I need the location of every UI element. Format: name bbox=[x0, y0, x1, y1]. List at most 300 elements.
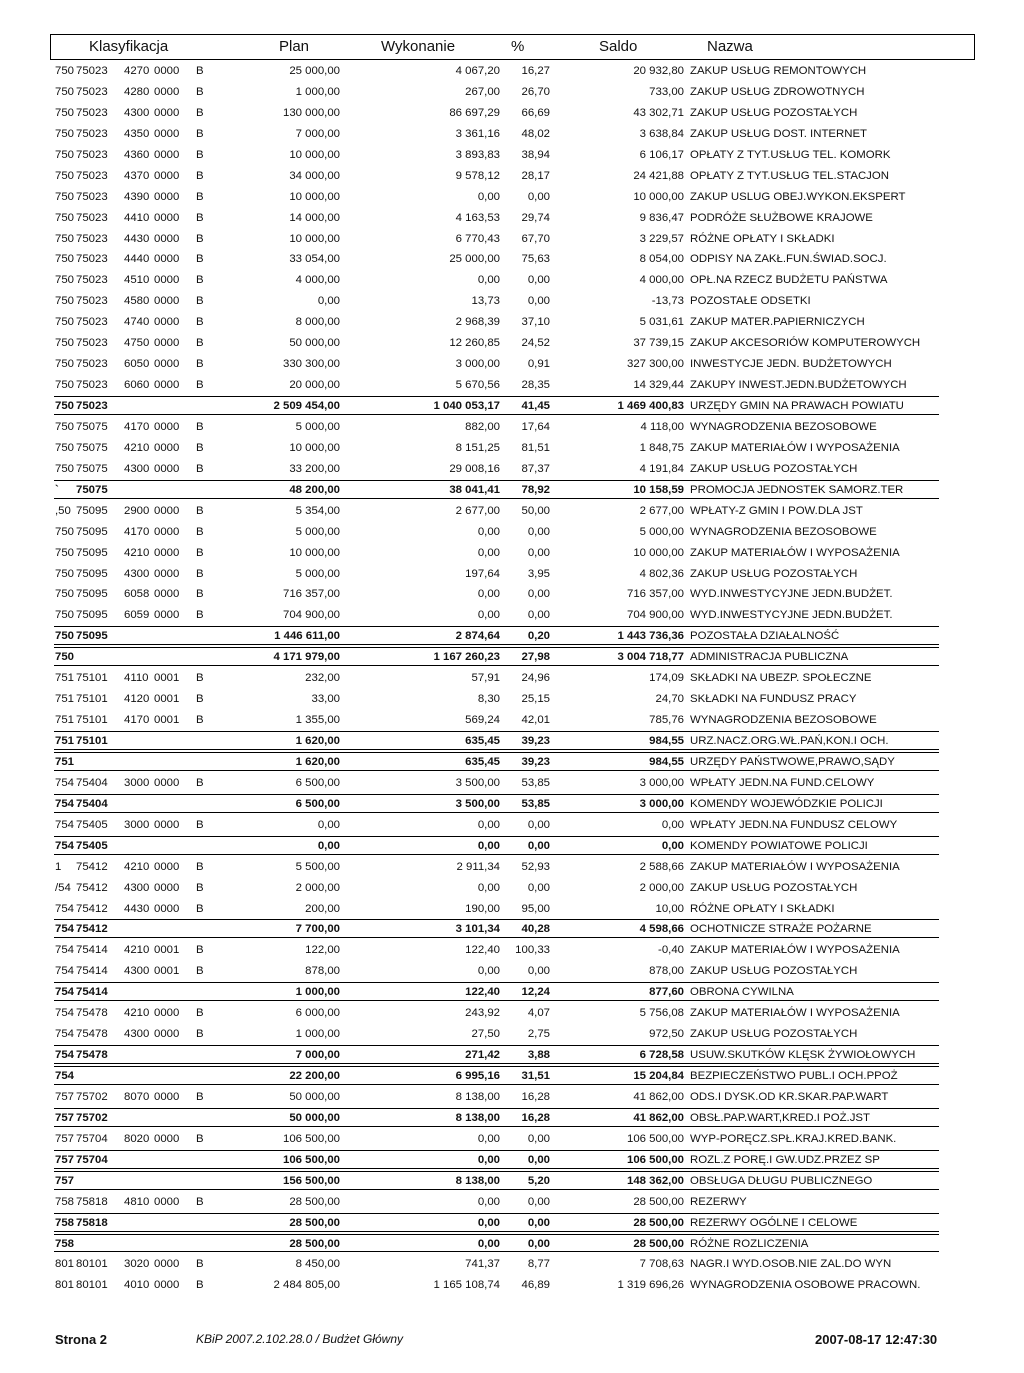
cell-dzial: 750 bbox=[55, 462, 75, 475]
cell-nazwa: OBSŁUGA DŁUGU PUBLICZNEGO bbox=[690, 1174, 873, 1187]
cell-saldo-value: 5 000,00 bbox=[639, 525, 684, 538]
cell-paragraf: 4440 bbox=[124, 253, 150, 266]
cell-saldo-value: 37 739,15 bbox=[633, 337, 684, 350]
cell-nazwa: ZAKUP MATERIAŁÓW I WYPOSAŻENIA bbox=[690, 860, 900, 873]
cell-plan-value: 28 500,00 bbox=[289, 1195, 340, 1208]
cell-source: B bbox=[196, 609, 204, 622]
cell-percent-value: 0,00 bbox=[527, 274, 550, 287]
cell-saldo-value: 972,50 bbox=[649, 1028, 684, 1041]
cell-percent-value: 0,00 bbox=[527, 609, 550, 622]
cell-dzial: 750 bbox=[55, 127, 75, 140]
cell-paragraf: 4300 bbox=[124, 881, 150, 894]
cell-saldo-value: 1 443 736,36 bbox=[617, 630, 684, 643]
cell-wykonanie-value: 27,50 bbox=[471, 1028, 500, 1041]
cell-paragraf-suffix: 0000 bbox=[154, 1195, 180, 1208]
cell-nazwa: POZOSTAŁA DZIAŁALNOŚĆ bbox=[690, 630, 840, 643]
cell-nazwa: WYNAGRODZENIA BEZOSOBOWE bbox=[690, 525, 877, 538]
cell-paragraf: 4370 bbox=[124, 169, 150, 182]
cell-saldo-value: 10 000,00 bbox=[633, 546, 684, 559]
cell-plan-value: 156 500,00 bbox=[282, 1174, 340, 1187]
table-row-total bbox=[0, 479, 1024, 500]
cell-percent-value: 16,28 bbox=[521, 1111, 550, 1124]
cell-wykonanie-value: 12 260,85 bbox=[449, 337, 500, 350]
cell-paragraf-suffix: 0000 bbox=[154, 316, 180, 329]
cell-saldo-value: 1 469 400,83 bbox=[617, 400, 684, 412]
table-row bbox=[0, 102, 1024, 123]
cell-dzial: 750 bbox=[55, 253, 75, 266]
cell-rozdzial: 75023 bbox=[76, 190, 108, 203]
cell-saldo-value: 3 638,84 bbox=[639, 127, 684, 140]
cell-source: B bbox=[196, 902, 204, 915]
cell-saldo-value: 4 000,00 bbox=[639, 274, 684, 287]
table-row bbox=[0, 437, 1024, 458]
cell-rozdzial: 75095 bbox=[76, 609, 108, 622]
cell-percent-value: 52,93 bbox=[521, 860, 550, 873]
cell-saldo-value: 0,00 bbox=[661, 839, 684, 852]
cell-saldo-value: 8 054,00 bbox=[639, 253, 684, 266]
cell-saldo-value: 106 500,00 bbox=[626, 1153, 684, 1166]
cell-wykonanie-value: 2 911,34 bbox=[456, 860, 500, 873]
cell-percent-value: 0,20 bbox=[527, 630, 550, 643]
cell-source: B bbox=[196, 148, 204, 161]
cell-paragraf: 4270 bbox=[124, 65, 150, 77]
cell-rozdzial: 75095 bbox=[76, 546, 108, 559]
cell-dzial: 750 bbox=[55, 316, 75, 329]
table-row bbox=[0, 898, 1024, 919]
cell-percent-value: 0,00 bbox=[527, 1237, 550, 1250]
table-row-total bbox=[0, 918, 1024, 939]
cell-paragraf: 4170 bbox=[124, 525, 150, 538]
cell-wykonanie-value: 197,64 bbox=[465, 567, 500, 580]
cell-saldo-value: 5 031,61 bbox=[639, 316, 684, 329]
cell-paragraf: 8020 bbox=[124, 1132, 150, 1145]
table-row bbox=[0, 290, 1024, 311]
cell-nazwa: ZAKUP MATERIAŁÓW I WYPOSAŻENIA bbox=[690, 546, 900, 559]
cell-paragraf-suffix: 0001 bbox=[154, 672, 180, 685]
cell-percent-value: 38,94 bbox=[521, 148, 550, 161]
cell-percent-value: 3,88 bbox=[527, 1049, 550, 1062]
cell-rozdzial: 75818 bbox=[76, 1195, 108, 1208]
cell-saldo-value: 984,55 bbox=[649, 755, 684, 768]
table-row bbox=[0, 353, 1024, 374]
cell-rozdzial: 75023 bbox=[76, 232, 108, 245]
cell-nazwa: RÓŻNE OPŁATY I SKŁADKI bbox=[690, 232, 835, 245]
cell-source: B bbox=[196, 776, 204, 789]
cell-rozdzial: 75023 bbox=[76, 358, 108, 371]
cell-nazwa: ZAKUP MATER.PAPIERNICZYCH bbox=[690, 316, 865, 329]
cell-saldo-value: 3 000,00 bbox=[639, 797, 684, 810]
cell-source: B bbox=[196, 1279, 204, 1292]
cell-nazwa: ZAKUP USLUG OBEJ.WYKON.EKSPERT bbox=[690, 190, 906, 203]
cell-dzial: 750 bbox=[55, 400, 75, 412]
cell-plan-value: 7 700,00 bbox=[295, 923, 340, 936]
table-row bbox=[0, 269, 1024, 290]
cell-nazwa: KOMENDY WOJEWÓDZKIE POLICJI bbox=[690, 797, 883, 810]
cell-rozdzial: 75023 bbox=[76, 379, 108, 392]
cell-nazwa: USUW.SKUTKÓW KLĘSK ŻYWIOŁOWYCH bbox=[690, 1049, 916, 1062]
table-row bbox=[0, 1086, 1024, 1107]
cell-rozdzial: 75405 bbox=[76, 839, 108, 852]
footer-system-info: KBiP 2007.2.102.28.0 / Budżet Główny bbox=[196, 1332, 404, 1346]
cell-nazwa: ZAKUP MATERIAŁÓW I WYPOSAŻENIA bbox=[690, 1007, 900, 1020]
cell-paragraf: 4300 bbox=[124, 1028, 150, 1041]
cell-rozdzial: 80101 bbox=[76, 1279, 108, 1292]
cell-paragraf: 4010 bbox=[124, 1279, 150, 1292]
cell-dzial: 757 bbox=[55, 1153, 75, 1166]
cell-dzial: 750 bbox=[55, 169, 75, 182]
cell-paragraf-suffix: 0000 bbox=[154, 881, 180, 894]
cell-dzial: 750 bbox=[55, 148, 75, 161]
cell-plan-value: 5 000,00 bbox=[295, 420, 340, 433]
cell-percent-value: 37,10 bbox=[521, 316, 550, 329]
cell-wykonanie-value: 4 163,53 bbox=[455, 211, 500, 224]
cell-plan-value: 10 000,00 bbox=[289, 190, 340, 203]
cell-paragraf: 4350 bbox=[124, 127, 150, 140]
cell-plan-value: 22 200,00 bbox=[289, 1070, 340, 1082]
cell-paragraf: 4410 bbox=[124, 211, 150, 224]
cell-percent-value: 0,91 bbox=[527, 358, 550, 371]
cell-wykonanie-value: 0,00 bbox=[477, 965, 500, 978]
cell-source: B bbox=[196, 1195, 204, 1208]
cell-wykonanie-value: 9 578,12 bbox=[455, 169, 500, 182]
cell-paragraf-suffix: 0000 bbox=[154, 211, 180, 224]
cell-percent-value: 0,00 bbox=[527, 965, 550, 978]
cell-dzial: 754 bbox=[55, 839, 75, 852]
cell-dzial: 750 bbox=[55, 379, 75, 392]
table-row bbox=[0, 228, 1024, 249]
cell-dzial: 754 bbox=[55, 797, 75, 810]
cell-paragraf: 3000 bbox=[124, 818, 150, 831]
cell-saldo-value: 10 000,00 bbox=[633, 190, 684, 203]
cell-percent-value: 42,01 bbox=[521, 714, 550, 727]
cell-source: B bbox=[196, 714, 204, 727]
cell-percent-value: 0,00 bbox=[527, 190, 550, 203]
cell-paragraf: 2900 bbox=[124, 504, 150, 517]
cell-nazwa: INWESTYCJE JEDN. BUDŻETOWYCH bbox=[690, 358, 892, 371]
cell-percent-value: 0,00 bbox=[527, 818, 550, 831]
cell-source: B bbox=[196, 358, 204, 371]
cell-plan-value: 33 200,00 bbox=[289, 462, 340, 475]
cell-nazwa: ZAKUP USŁUG POZOSTAŁYCH bbox=[690, 567, 858, 580]
cell-dzial: 751 bbox=[55, 755, 75, 768]
cell-nazwa: WPŁATY-Z GMIN I POW.DLA JST bbox=[690, 504, 863, 517]
cell-plan-value: 0,00 bbox=[317, 839, 340, 852]
cell-paragraf-suffix: 0001 bbox=[154, 965, 180, 978]
cell-nazwa: WYNAGRODZENIA BEZOSOBOWE bbox=[690, 714, 877, 727]
cell-percent-value: 53,85 bbox=[521, 776, 550, 789]
cell-nazwa: ZAKUP USŁUG POZOSTAŁYCH bbox=[690, 965, 858, 978]
cell-nazwa: PODRÓŻE SŁUŻBOWE KRAJOWE bbox=[690, 211, 873, 224]
cell-wykonanie-value: 2 677,00 bbox=[455, 504, 500, 517]
cell-plan-value: 2 509 454,00 bbox=[273, 400, 340, 412]
cell-paragraf-suffix: 0000 bbox=[154, 902, 180, 915]
cell-saldo-value: 24,70 bbox=[655, 693, 684, 706]
cell-wykonanie-value: 3 000,00 bbox=[455, 358, 500, 371]
cell-saldo-value: 704 900,00 bbox=[626, 609, 684, 622]
table-row bbox=[0, 709, 1024, 730]
cell-nazwa: WPŁATY JEDN.NA FUND.CELOWY bbox=[690, 776, 875, 789]
cell-source: B bbox=[196, 441, 204, 454]
cell-paragraf-suffix: 0000 bbox=[154, 106, 180, 119]
cell-saldo-value: 41 862,00 bbox=[633, 1111, 684, 1124]
cell-rozdzial: 75702 bbox=[76, 1111, 108, 1124]
cell-plan-value: 5 354,00 bbox=[295, 504, 340, 517]
cell-percent-value: 81,51 bbox=[521, 441, 550, 454]
cell-nazwa: ZAKUP AKCESORIÓW KOMPUTEROWYCH bbox=[690, 337, 921, 350]
cell-paragraf: 4430 bbox=[124, 902, 150, 915]
cell-wykonanie-value: 0,00 bbox=[477, 881, 500, 894]
cell-rozdzial: 75478 bbox=[76, 1007, 108, 1020]
cell-rozdzial: 75412 bbox=[76, 881, 108, 894]
cell-paragraf: 3000 bbox=[124, 776, 150, 789]
cell-saldo-value: 174,09 bbox=[649, 672, 684, 685]
cell-percent-value: 75,63 bbox=[521, 253, 550, 266]
cell-dzial: 758 bbox=[55, 1216, 75, 1229]
cell-nazwa: WPŁATY JEDN.NA FUNDUSZ CELOWY bbox=[690, 818, 898, 831]
cell-paragraf-suffix: 0000 bbox=[154, 818, 180, 831]
table-row-total bbox=[0, 981, 1024, 1002]
table-row-total bbox=[0, 1212, 1024, 1233]
cell-wykonanie-value: 0,00 bbox=[477, 1132, 500, 1145]
table-row bbox=[0, 416, 1024, 437]
cell-wykonanie-value: 0,00 bbox=[477, 839, 500, 852]
cell-percent-value: 0,00 bbox=[527, 1195, 550, 1208]
cell-paragraf: 4170 bbox=[124, 714, 150, 727]
cell-dzial: 757 bbox=[55, 1090, 75, 1103]
cell-dzial: 757 bbox=[55, 1174, 75, 1187]
cell-nazwa: ZAKUP USŁUG REMONTOWYCH bbox=[690, 65, 867, 77]
cell-rozdzial: 75414 bbox=[76, 965, 108, 978]
cell-dzial: 751 bbox=[55, 714, 75, 727]
cell-paragraf: 4810 bbox=[124, 1195, 150, 1208]
cell-plan-value: 878,00 bbox=[305, 965, 340, 978]
cell-dzial: 801 bbox=[55, 1279, 75, 1292]
cell-paragraf-suffix: 0000 bbox=[154, 169, 180, 182]
cell-dzial: 801 bbox=[55, 1258, 75, 1271]
table-row bbox=[0, 542, 1024, 563]
cell-nazwa: WYNAGRODZENIA BEZOSOBOWE bbox=[690, 420, 877, 433]
cell-wykonanie-value: 3 101,34 bbox=[455, 923, 500, 936]
cell-dzial: /54 bbox=[55, 881, 71, 894]
cell-dzial: 758 bbox=[55, 1237, 75, 1250]
cell-nazwa: ZAKUP USŁUG POZOSTAŁYCH bbox=[690, 1028, 858, 1041]
cell-wykonanie-value: 1 165 108,74 bbox=[433, 1279, 500, 1292]
cell-plan-value: 6 000,00 bbox=[295, 1007, 340, 1020]
cell-plan-value: 25 000,00 bbox=[289, 65, 340, 77]
cell-rozdzial: 75095 bbox=[76, 567, 108, 580]
cell-paragraf-suffix: 0000 bbox=[154, 253, 180, 266]
cell-plan-value: 33,00 bbox=[311, 693, 340, 706]
cell-source: B bbox=[196, 567, 204, 580]
cell-saldo-value: -13,73 bbox=[651, 295, 684, 308]
cell-dzial: 750 bbox=[55, 588, 75, 601]
cell-wykonanie-value: 0,00 bbox=[477, 1216, 500, 1229]
table-header bbox=[50, 34, 975, 60]
cell-wykonanie-value: 8 138,00 bbox=[455, 1090, 500, 1103]
cell-plan-value: 5 500,00 bbox=[295, 860, 340, 873]
cell-percent-value: 3,95 bbox=[527, 567, 550, 580]
cell-percent-value: 39,23 bbox=[521, 735, 550, 747]
cell-rozdzial: 75023 bbox=[76, 106, 108, 119]
cell-rozdzial: 75075 bbox=[76, 420, 108, 433]
cell-wykonanie-value: 741,37 bbox=[465, 1258, 500, 1271]
cell-rozdzial: 75075 bbox=[76, 462, 108, 475]
cell-rozdzial: 75023 bbox=[76, 316, 108, 329]
table-row-total bbox=[0, 1044, 1024, 1065]
cell-percent-value: 40,28 bbox=[521, 923, 550, 936]
cell-wykonanie-value: 0,00 bbox=[477, 546, 500, 559]
cell-wykonanie-value: 635,45 bbox=[465, 735, 500, 747]
cell-saldo-value: 14 329,44 bbox=[633, 379, 684, 392]
cell-paragraf-suffix: 0000 bbox=[154, 232, 180, 245]
cell-rozdzial: 75101 bbox=[76, 693, 108, 706]
cell-saldo-value: 148 362,00 bbox=[626, 1174, 684, 1187]
cell-percent-value: 50,00 bbox=[521, 504, 550, 517]
table-row bbox=[0, 207, 1024, 228]
cell-plan-value: 330 300,00 bbox=[282, 358, 340, 371]
cell-paragraf-suffix: 0000 bbox=[154, 379, 180, 392]
cell-rozdzial: 75818 bbox=[76, 1216, 108, 1229]
cell-saldo-value: 41 862,00 bbox=[633, 1090, 684, 1103]
cell-saldo-value: 878,00 bbox=[649, 965, 684, 978]
cell-saldo-value: 984,55 bbox=[649, 735, 684, 747]
cell-wykonanie-value: 2 968,39 bbox=[455, 316, 500, 329]
cell-paragraf: 4390 bbox=[124, 190, 150, 203]
cell-plan-value: 106 500,00 bbox=[282, 1153, 340, 1166]
cell-dzial: 750 bbox=[55, 525, 75, 538]
table-row bbox=[0, 1274, 1024, 1295]
cell-percent-value: 28,17 bbox=[521, 169, 550, 182]
table-row bbox=[0, 667, 1024, 688]
cell-plan-value: 106 500,00 bbox=[282, 1132, 340, 1145]
cell-wykonanie-value: 3 361,16 bbox=[455, 127, 500, 140]
cell-plan-value: 2 484 805,00 bbox=[273, 1279, 340, 1292]
cell-plan-value: 1 355,00 bbox=[295, 714, 340, 727]
cell-source: B bbox=[196, 1090, 204, 1103]
cell-nazwa: POZOSTAŁE ODSETKI bbox=[690, 295, 811, 308]
cell-saldo-value: 2 677,00 bbox=[639, 504, 684, 517]
cell-saldo-value: 10,00 bbox=[655, 902, 684, 915]
cell-wykonanie-value: 267,00 bbox=[465, 85, 500, 98]
cell-dzial: 751 bbox=[55, 735, 75, 747]
cell-nazwa: REZERWY bbox=[690, 1195, 747, 1208]
cell-nazwa: OPŁATY Z TYT.USŁUG TEL.STACJON bbox=[690, 169, 889, 182]
cell-saldo-value: 327 300,00 bbox=[626, 358, 684, 371]
cell-percent-value: 48,02 bbox=[521, 127, 550, 140]
cell-paragraf-suffix: 0000 bbox=[154, 127, 180, 140]
cell-paragraf-suffix: 0000 bbox=[154, 441, 180, 454]
cell-rozdzial: 75404 bbox=[76, 797, 108, 810]
cell-paragraf: 3020 bbox=[124, 1258, 150, 1271]
cell-paragraf: 6060 bbox=[124, 379, 150, 392]
cell-paragraf-suffix: 0000 bbox=[154, 1090, 180, 1103]
table-row bbox=[0, 1128, 1024, 1149]
cell-dzial: 750 bbox=[55, 651, 75, 664]
table-row-total bbox=[0, 1170, 1024, 1191]
cell-nazwa: ZAKUP USŁUG DOST. INTERNET bbox=[690, 127, 868, 140]
cell-dzial: 751 bbox=[55, 672, 75, 685]
cell-paragraf-suffix: 0000 bbox=[154, 65, 180, 77]
cell-dzial: 750 bbox=[55, 85, 75, 98]
cell-rozdzial: 75412 bbox=[76, 902, 108, 915]
cell-dzial: 750 bbox=[55, 295, 75, 308]
cell-rozdzial: 75478 bbox=[76, 1028, 108, 1041]
cell-wykonanie-value: 8,30 bbox=[477, 693, 500, 706]
cell-nazwa: NAGR.I WYD.OSOB.NIE ZAL.DO WYN bbox=[690, 1258, 892, 1271]
cell-paragraf-suffix: 0001 bbox=[154, 693, 180, 706]
cell-source: B bbox=[196, 232, 204, 245]
cell-wykonanie-value: 271,42 bbox=[465, 1049, 500, 1062]
cell-plan-value: 200,00 bbox=[305, 902, 340, 915]
cell-nazwa: OCHOTNICZE STRAŻE POŻARNE bbox=[690, 923, 872, 936]
cell-wykonanie-value: 3 500,00 bbox=[455, 776, 500, 789]
cell-percent-value: 95,00 bbox=[521, 902, 550, 915]
table-row-total bbox=[0, 1149, 1024, 1170]
cell-wykonanie-value: 0,00 bbox=[477, 190, 500, 203]
table-row bbox=[0, 500, 1024, 521]
cell-plan-value: 6 500,00 bbox=[295, 797, 340, 810]
cell-paragraf-suffix: 0000 bbox=[154, 1258, 180, 1271]
cell-plan-value: 130 000,00 bbox=[282, 106, 340, 119]
cell-dzial: 750 bbox=[55, 232, 75, 245]
cell-source: B bbox=[196, 337, 204, 350]
cell-saldo-value: 5 756,08 bbox=[639, 1007, 684, 1020]
cell-paragraf: 6059 bbox=[124, 609, 150, 622]
cell-plan-value: 33 054,00 bbox=[289, 253, 340, 266]
cell-paragraf-suffix: 0000 bbox=[154, 1279, 180, 1292]
header-percent: % bbox=[511, 38, 525, 55]
cell-source: B bbox=[196, 546, 204, 559]
table-row bbox=[0, 877, 1024, 898]
cell-paragraf: 4210 bbox=[124, 944, 150, 957]
cell-plan-value: 1 620,00 bbox=[295, 755, 340, 768]
cell-paragraf: 4300 bbox=[124, 965, 150, 978]
cell-percent-value: 53,85 bbox=[521, 797, 550, 810]
cell-dzial: 750 bbox=[55, 441, 75, 454]
cell-paragraf: 4170 bbox=[124, 420, 150, 433]
cell-percent-value: 46,89 bbox=[521, 1279, 550, 1292]
cell-plan-value: 50 000,00 bbox=[289, 1111, 340, 1124]
table-row-total bbox=[0, 646, 1024, 667]
cell-source: B bbox=[196, 1258, 204, 1271]
cell-saldo-value: 877,60 bbox=[649, 986, 684, 999]
cell-wykonanie-value: 3 500,00 bbox=[455, 797, 500, 810]
cell-rozdzial: 75023 bbox=[76, 127, 108, 140]
cell-saldo-value: 7 708,63 bbox=[639, 1258, 684, 1271]
cell-dzial: 754 bbox=[55, 776, 75, 789]
cell-saldo-value: 20 932,80 bbox=[633, 65, 684, 77]
cell-dzial: 750 bbox=[55, 106, 75, 119]
table-row bbox=[0, 81, 1024, 102]
cell-paragraf-suffix: 0000 bbox=[154, 295, 180, 308]
cell-percent-value: 4,07 bbox=[527, 1007, 550, 1020]
cell-paragraf-suffix: 0000 bbox=[154, 860, 180, 873]
cell-percent-value: 25,15 bbox=[521, 693, 550, 706]
footer-page-number: Strona 2 bbox=[55, 1332, 108, 1347]
cell-paragraf-suffix: 0000 bbox=[154, 525, 180, 538]
cell-source: B bbox=[196, 85, 204, 98]
cell-saldo-value: 0,00 bbox=[661, 818, 684, 831]
cell-percent-value: 16,28 bbox=[521, 1090, 550, 1103]
table-row-total bbox=[0, 1107, 1024, 1128]
cell-percent-value: 67,70 bbox=[521, 232, 550, 245]
cell-percent-value: 41,45 bbox=[521, 400, 550, 412]
cell-paragraf: 4280 bbox=[124, 85, 150, 98]
header-wykonanie: Wykonanie bbox=[381, 38, 456, 55]
cell-wykonanie-value: 0,00 bbox=[477, 588, 500, 601]
cell-rozdzial: 75023 bbox=[76, 211, 108, 224]
cell-dzial: 754 bbox=[55, 1028, 75, 1041]
